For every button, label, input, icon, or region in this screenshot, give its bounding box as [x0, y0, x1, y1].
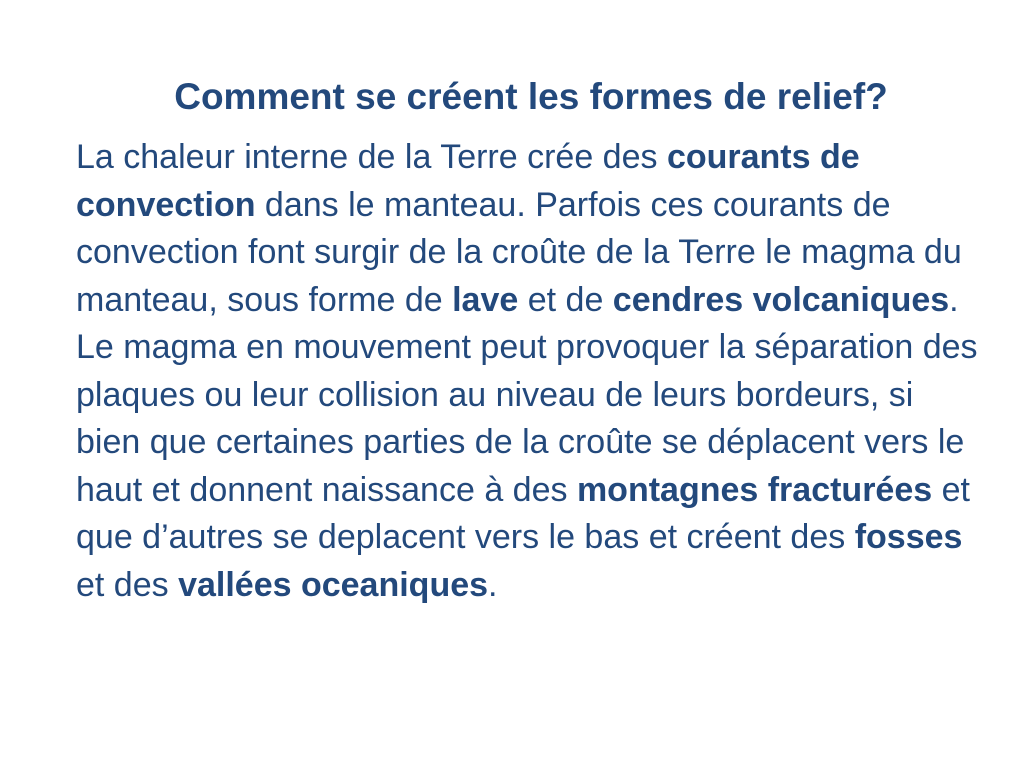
body-text-segment: La chaleur interne de la Terre crée des	[76, 138, 667, 176]
body-text-segment: dans le manteau. Parfois ces courants de convection font surgir de la croûte de la Terre le magma du manteau, sous forme de	[76, 185, 962, 319]
slide-title: Comment se créent les formes de relief?	[174, 76, 888, 117]
slide-body-paragraph	[76, 134, 986, 609]
body-bold-term: lave	[452, 280, 519, 319]
body-text-segment: et que d’autres se deplacent vers le bas et créent des	[76, 470, 970, 556]
body-bold-term: courants de convection	[76, 138, 860, 224]
body-text-segment: et des	[76, 565, 179, 604]
body-bold-term: vallées oceaniques	[178, 565, 489, 604]
body-text-segment: et de	[518, 280, 613, 319]
body-text-segment: . Le magma en mouvement peut provoquer la séparation des plaques ou leur collision au niveau de leurs bordeurs, si bien que certaines parties de la croûte se déplacent vers le haut et donnent naissance à des	[76, 280, 978, 509]
body-bold-term: cendres volcaniques	[612, 280, 950, 319]
body-bold-term: fosses	[854, 518, 963, 556]
body-text-segment: .	[488, 565, 498, 604]
body-bold-term: montagnes fracturées	[576, 470, 933, 509]
